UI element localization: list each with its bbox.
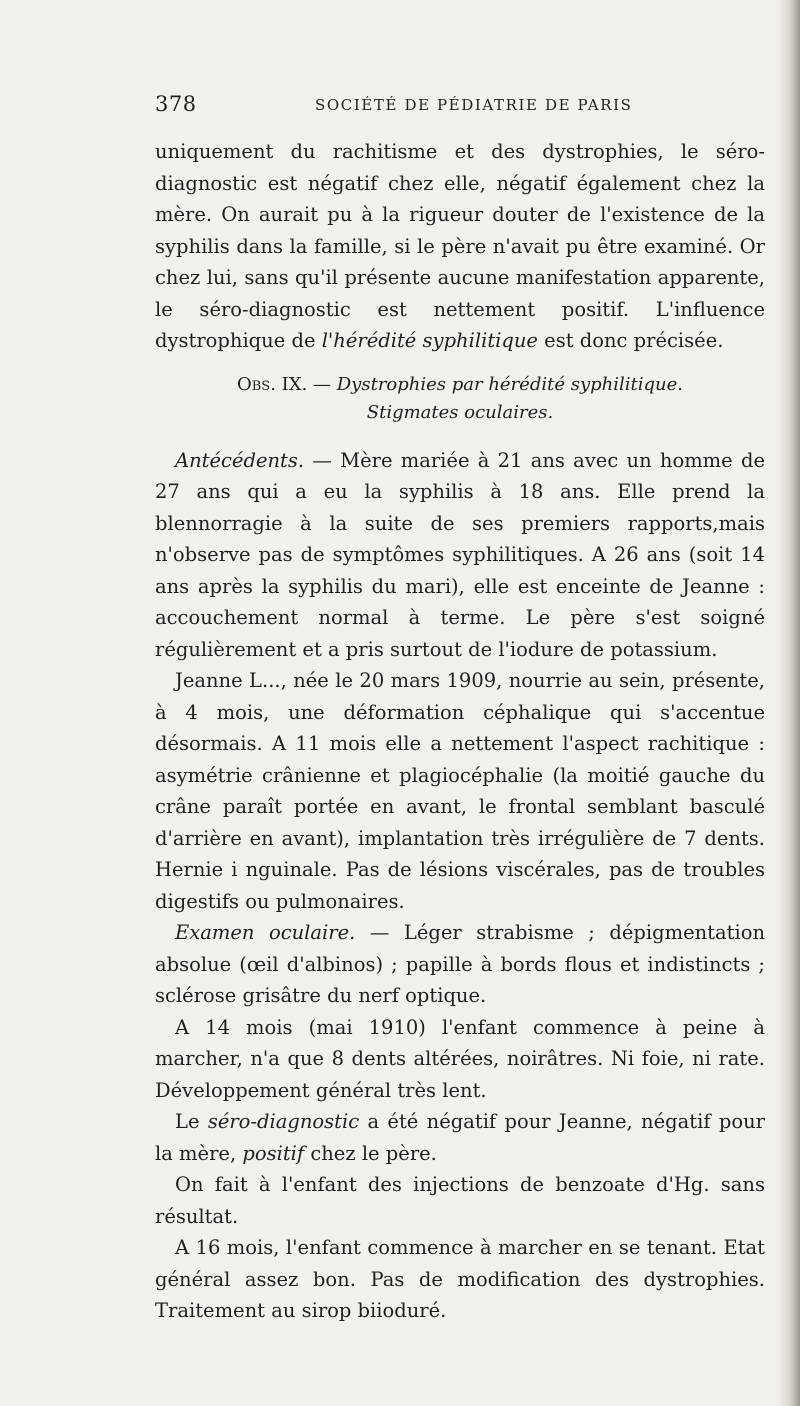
page-edge-shadow [778,0,800,1406]
paragraph-case: Jeanne L..., née le 20 mars 1909, nourrie au sein, présente, à 4 mois, une déformation céphalique qui s'accentue désormais. A 11 mois elle a nettement l'aspect rachitique : asymétrie crânienne et plagiocéphalie (la moitié gauche du crâne paraît portée en avant, le frontal semblant basculé d'arrière en avant), implantation très irrégulière de 7 dents. Hernie i nguinale. Pas de lésions viscérales, pas de troubles digestifs ou pulmonaires. [155,669,765,913]
paragraph-injections: On fait à l'enfant des injections de benzoate d'Hg. sans résultat. [155,1173,765,1228]
paragraph-14-mois: A 14 mois (mai 1910) l'enfant commence à peine à marcher, n'a que 8 dents altérées, noirâtres. Ni foie, ni rate. Développement général très lent. [155,1015,765,1102]
paragraph-16-mois: A 16 mois, l'enfant commence à marcher en se tenant. Etat général assez bon. Pas de modification des dystrophies. Traitement au sirop biioduré. [155,1236,765,1322]
paragraph-sero: Le séro-diagnostic a été négatif pour Jeanne, négatif pour la mère, positif chez le père. [155,1110,765,1165]
observation-title [155,371,765,399]
paragraph-antecedents: Antécédents. — Mère mariée à 21 ans avec un homme de 27 ans qui a eu la syphilis à 18 ans. Elle prend la blennorragie à la suite de ses premiers rapports,mais n'observe pas de symptômes syphilitiques. A 26 ans (soit 14 ans après la syphilis du mari), elle est enceinte de Jeanne : accouchement normal à terme. Le père s'est soigné régulièrement et a pris surtout de l'iodure de potassium. [155,448,765,661]
paragraph-intro: uniquement du rachitisme et des dystrophies, le séro-diagnostic est négatif chez elle, négatif également chez la mère. On aurait pu à la rigueur douter de l'existence de la syphilis dans la famille, si le père n'avait pu être examiné. Or chez lui, sans qu'il présente aucune manifestation apparente, le séro-diagnostic est nettement positif. L'influence dystrophique de l'hérédité syphilitique est donc précisée. [155,140,765,352]
page-number: 378 [155,92,197,116]
paragraph-examen: Examen oculaire. — Léger strabisme ; dépigmentation absolue (œil d'albinos) ; papille à bords flous et indistincts ; sclérose grisâtre du nerf optique. [155,921,765,1007]
page-header [155,92,765,122]
running-head: SOCIÉTÉ DE PÉDIATRIE DE PARIS [315,96,633,114]
observation-label: Obs. IX. — [237,373,337,395]
italic-heredite: l'hérédité syphilitique [321,329,538,352]
observation-subtitle: Stigmates oculaires. [366,401,554,423]
book-page [155,92,765,1327]
observation-heading: Dystrophies par hérédité syphilitique. [336,373,683,395]
examen-label: Examen oculaire. [175,921,356,944]
antecedents-label: Antécédents. [175,448,305,472]
